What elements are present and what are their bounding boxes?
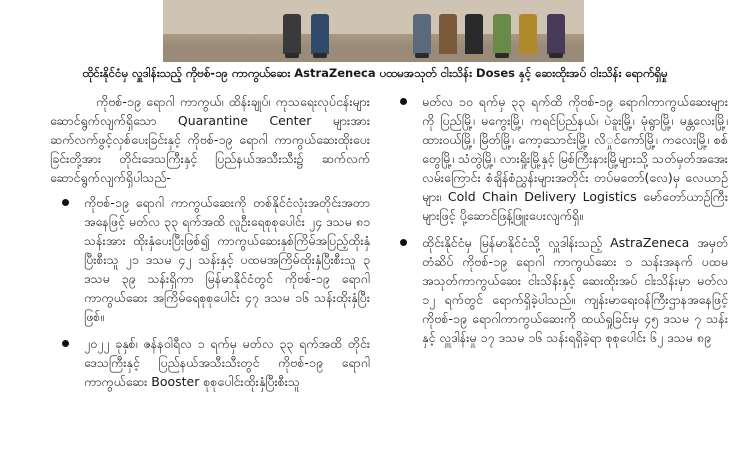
bullet-icon [400, 98, 407, 105]
right-bullet-list [388, 92, 728, 347]
bullet-icon [400, 239, 407, 246]
bullet-item [388, 92, 728, 225]
photo-person [547, 14, 565, 54]
photo-person [283, 14, 301, 54]
photo-person [311, 14, 329, 54]
bullet-text: ၂၀၂၂ ခုနှစ်၊ ဇန်နဝါရီလ ၁ ရက်မှ မတ်လ ၃၃ ရက်အထိ တိုင်းဒေသကြီးနှင့် ပြည်နယ်အသီးသီးတွင် ကိုဗစ်-၁၉ ရောဂါကာကွယ်ဆေး Booster စုစုပေါင်းထိုးနှံပြီးစီးသူ [84, 336, 370, 389]
left-bullet-list [50, 193, 370, 391]
bullet-text: မတ်လ ၁၀ ရက်မှ ၃၃ ရက်ထိ ကိုဗစ်-၁၉ ရောဂါကာကွယ်ဆေးများကို ပြည်မြို့၊ မကွေးမြို့၊ ကရင်ပြည်နယ်၊ ပဲခူးမြို့၊ မုံရွာမြို့၊ မန္တလေးမြို့၊ ထားဝယ်မြို့၊ မြိတ်မြို့၊ ကော့သောင်းမြို့၊ လိှုင်ကော်မြို့၊ ကလေးမြို့၊ စစ်တွေမြို့၊ သံတွဲမြို့၊ လားရှိုးမြို့နှင့် မြစ်ကြီးနားမြို့များသို့ သတ်မှတ်အအေးလမ်းကြောင်း စံချိန်စံညွှန်းများအတိုင်း တပ်မတော်(လေ)မှ လေယာဉ်များ၊ Cold Chain Delivery Logistics မော်တော်ယာဉ်ကြီးများဖြင့် ပို့ဆောင်ဖြန့်ဖြူးပေးလျက်ရှိ။ [422, 94, 728, 223]
bullet-item [388, 233, 728, 347]
right-column [388, 92, 728, 355]
bullet-item [50, 193, 370, 326]
left-column [50, 92, 370, 399]
bullet-text: ကိုဗစ်-၁၉ ရောဂါ ကာကွယ်ဆေးကို တစ်နိုင်ငံလုံးအတိုင်းအတာအနေဖြင့် မတ်လ ၃၃ ရက်အထိ လူဦးရေစုစုပေါင်း ၂၄ ဒသမ ၈၁ သန်းအား ထိုးနှံပေးပြီးဖြစ်၍ ကာကွယ်ဆေးနှစ်ကြိမ်အပြည့်ထိုးနှံပြီးစီးသူ ၂၁ ဒသမ ၄၂ သန်းနှင့် ပထမအကြိမ်ထိုးနှံပြီးစီးသူ ၃ ဒသမ ၃၉ သန်းရှိကာ မြန်မာနိုင်ငံတွင် ကိုဗစ်-၁၉ ရောဂါကာကွယ်ဆေး အကြိမ်ရေစုစုပေါင်း ၄၇ ဒသမ ၁၆ သန်းထိုးနှံပြီးဖြစ်။ [84, 195, 370, 324]
photo-foot [495, 53, 509, 58]
intro-paragraph: ကိုဗစ်-၁၉ ရောဂါ ကာကွယ်၊ ထိန်းချုပ်၊ ကုသရေးလုပ်ငန်းများဆောင်ရွက်လျက်ရှိသော Quarantine Center များအား ဆက်လက်ဖွင့်လှစ်ပေးခြင်းနှင့် ကိုဗစ်-၁၉ ရောဂါ ကာကွယ်ဆေးထိုးပေးခြင်းတို့အား တိုင်းဒေသကြီးနှင့် ပြည်နယ်အသီးသီး၌ ဆက်လက်ဆောင်ရွက်လျက်ရှိပါသည်- [50, 94, 370, 185]
photo-caption: ထိုင်းနိုင်ငံမှ လှူဒါန်းသည့် ကိုဗစ်-၁၉ ကာကွယ်ဆေး AstraZeneca ပထမအသုတ် ငါးသိန်း Doses နှင့် ဆေးထိုးအပ် ငါးသိန်း ရောက်ရှိမှု [82, 66, 668, 80]
photo-foot [313, 53, 327, 58]
bullet-icon [62, 199, 69, 206]
bullet-text: ထိုင်းနိုင်ငံမှ မြန်မာနိုင်ငံသို့ လှူဒါန်းသည့် AstraZeneca အမှတ်တံဆိပ် ကိုဗစ်-၁၉ ရောဂါ ကာကွယ်ဆေး ၁ သန်းအနက် ပထမအသုတ်ကာကွယ်ဆေး ငါးသိန်းနှင့် ဆေးထိုးအပ် ငါးသိန်းမှာ မတ်လ ၁၂ ရက်တွင် ရောက်ရှိခဲ့ပါသည်။ ကျန်းမာရေးဝန်ကြီးဌာနအနေဖြင့် ကိုဗစ်-၁၉ ရောဂါကာကွယ်ဆေးကို ထယ်ရှုခြင်းမှ ၄၅ ဒသမ ၇ သန်းနှင့် လှူဒါန်းမှု ၁၇ ဒသမ ၁၆ သန်းရရှိခဲ့ရာ စုစုပေါင်း ၆၂ ဒသမ ၈၉ [422, 235, 728, 345]
photo-person [439, 14, 457, 54]
photo-person [519, 14, 537, 54]
photo-person [413, 14, 431, 54]
header-photo [163, 0, 584, 62]
photo-person [465, 14, 483, 54]
photo-foot [285, 53, 299, 58]
photo-person [493, 14, 511, 54]
bullet-icon [62, 340, 69, 347]
bullet-item [50, 334, 370, 391]
photo-foot [415, 53, 429, 58]
photo-foot [549, 53, 563, 58]
